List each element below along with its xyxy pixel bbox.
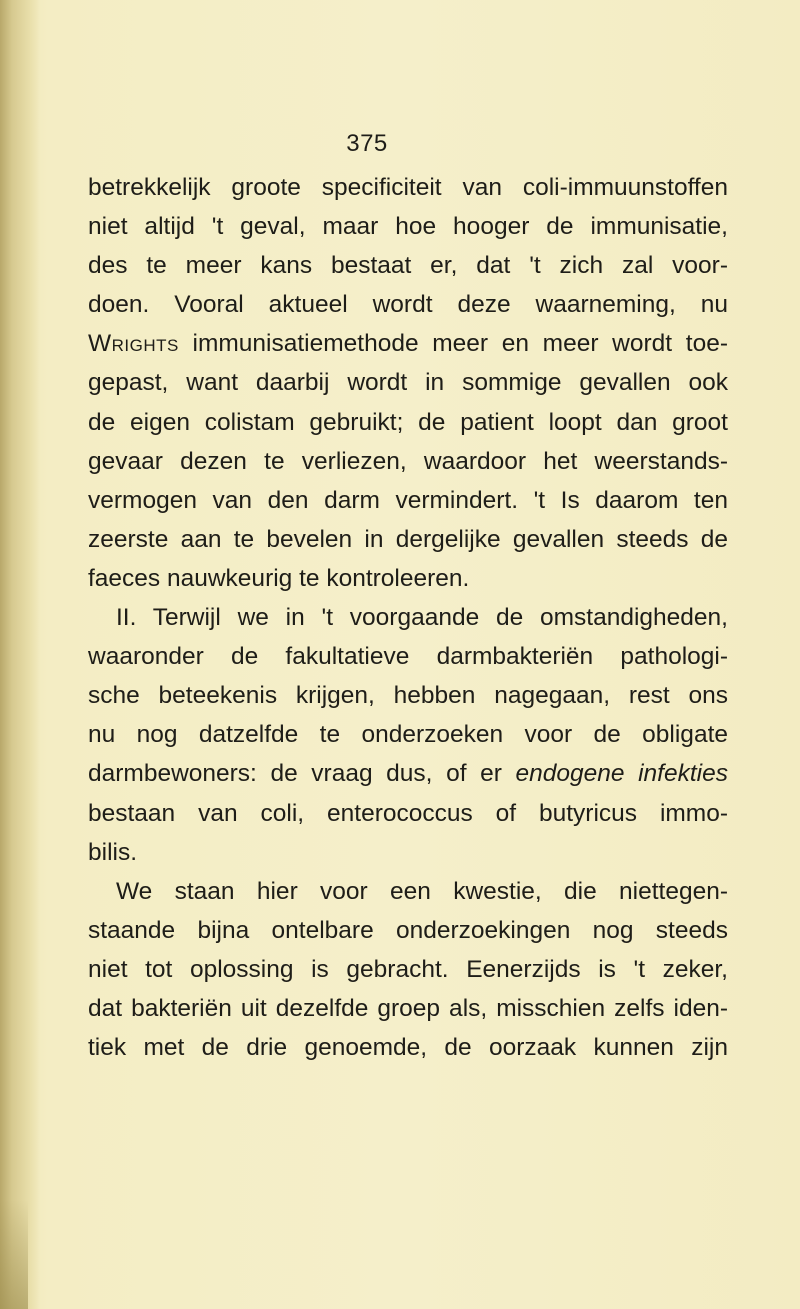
page-edge-shadow — [0, 1200, 28, 1309]
text-line: niet altijd 't geval, maar hoe hooger de immunisatie, — [88, 213, 728, 241]
text-line: staande bijna ontelbare onderzoekingen nog steeds — [88, 916, 728, 944]
text-span: darmbewoners: de vraag dus, of er — [88, 760, 516, 788]
text-line: waaronder de fakultatieve darmbakteriën pathologi- — [88, 643, 728, 671]
text-line: bestaan van coli, enterococcus of butyricus immo- — [88, 799, 728, 827]
text-line: nu nog datzelfde te onderzoeken voor de obligate — [88, 721, 728, 749]
author-name-smallcaps: Wrights — [88, 330, 179, 358]
text-line: bilis. — [88, 838, 138, 866]
text-line: sche beteekenis krijgen, hebben nagegaan, rest ons — [88, 682, 728, 710]
text-line: We staan hier voor een kwestie, die niettegen- — [116, 877, 728, 905]
text-line — [88, 754, 728, 793]
text-line: doen. Vooral aktueel wordt deze waarneming, nu — [88, 291, 728, 319]
text-line: tiek met de drie genoemde, de oorzaak kunnen zijn — [88, 1034, 728, 1062]
text-line: gevaar dezen te verliezen, waardoor het weerstands- — [88, 447, 728, 475]
text-line: betrekkelijk groote specificiteit van coli-immuunstoffen — [88, 174, 728, 201]
body-text — [88, 168, 728, 1067]
text-line: vermogen van den darm vermindert. 't Is daarom ten — [88, 486, 728, 514]
text-line — [88, 324, 728, 363]
text-line: gepast, want daarbij wordt in sommige gevallen ook — [88, 369, 728, 397]
page-number: 375 — [346, 130, 388, 157]
text-line: II. Terwijl we in 't voorgaande de omstandigheden, — [116, 604, 728, 632]
text-line: de eigen colistam gebruikt; de patient loopt dan groot — [88, 408, 728, 436]
book-spine-shadow — [0, 0, 40, 1309]
text-line: zeerste aan te bevelen in dergelijke gevallen steeds de — [88, 525, 728, 553]
italic-term: endogene infekties — [515, 760, 728, 788]
text-line: niet tot oplossing is gebracht. Eenerzijds is 't zeker, — [88, 955, 728, 983]
text-line: faeces nauwkeurig te kontroleeren. — [88, 564, 470, 592]
text-span: immunisatiemethode meer en meer wordt toe- — [178, 330, 728, 358]
text-line: des te meer kans bestaat er, dat 't zich zal voor- — [88, 252, 728, 280]
text-line: dat bakteriën uit dezelfde groep als, misschien zelfs iden- — [88, 994, 728, 1022]
